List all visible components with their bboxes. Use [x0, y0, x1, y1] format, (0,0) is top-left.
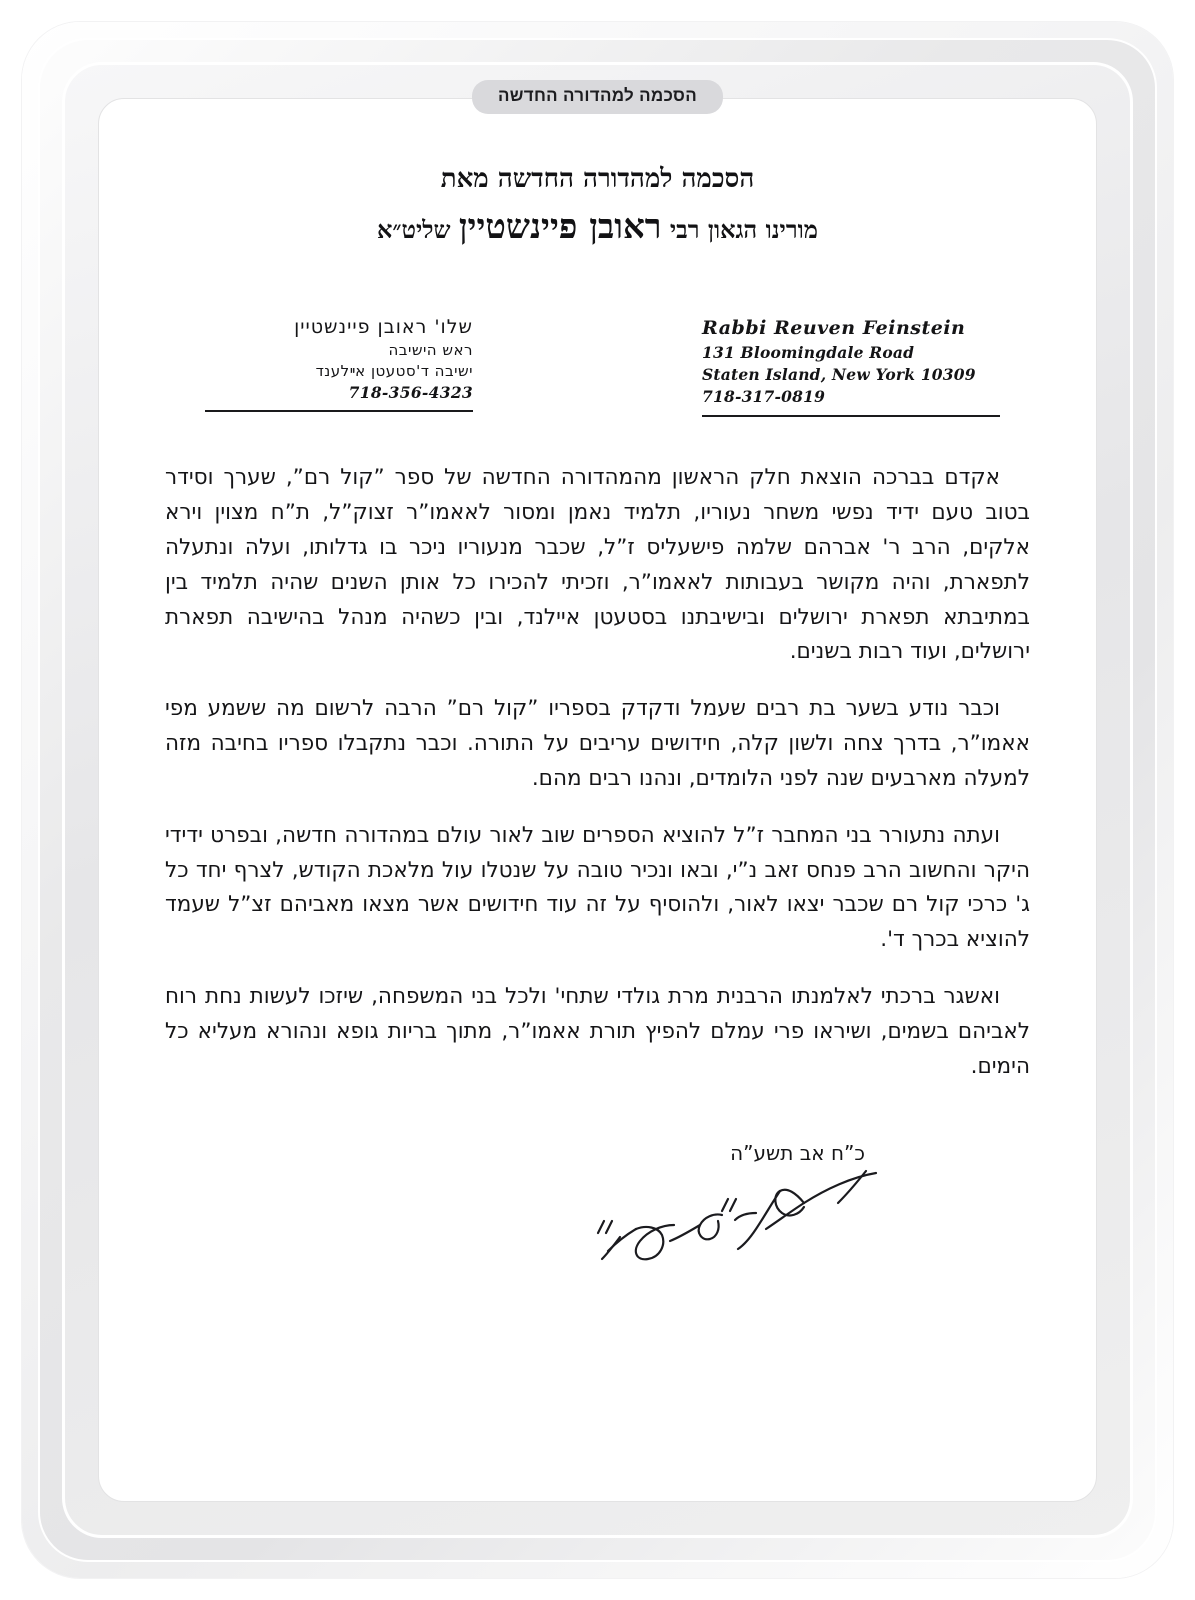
letterhead-hebrew-phone: 718-356-4323 — [348, 382, 473, 402]
letterhead-english-address-2: Staten Island, New York 10309 — [702, 365, 976, 385]
letterhead-hebrew-role: ראש הישיבה — [388, 341, 473, 360]
letter-paragraph: אקדם בברכה הוצאת חלק הראשון מהמהדורה החדשה של ספר ”קול רם”, שערך וסידר בטוב טעם ידיד נפשי משחר נעוריו, תלמיד נאמן ומסור לאאמו”ר זצוק”ל, ת”ח מצוין וירא אלקים, הרב ר' אברהם שלמה פישעליס ז”ל, שכבר מנעוריו ניכר בו גדלותו, ועלה ונתעלה לתפארת, והיה מקושר בעבותות לאאמו”ר, וזכיתי להכירו כל אותן השנים שהיה תלמיד בין במתיבתא תפארת ירושלים ובישיבתנו בסטעטן איילנד, ובין כשהיה מנהל בהישיבה תפארת ירושלים, ועוד רבות בשנים. — [165, 465, 1030, 665]
letterhead-rule-right — [205, 410, 473, 412]
title-line-1: הסכמה למהדורה החדשה מאת — [440, 164, 755, 194]
letterhead-english — [702, 315, 1000, 418]
title-suffix: שליט״א — [376, 215, 459, 244]
letterhead-hebrew-name: שלו' ראובן פיינשטיין — [294, 315, 473, 338]
top-badge-container — [0, 80, 1195, 114]
title-prefix: מורינו הגאון רבי — [661, 215, 818, 244]
letterhead-hebrew-institution: ישיבה ד'סטעטן אײלענד — [315, 361, 473, 380]
letter-paragraph: ואשגר ברכתי לאלמנתו הרבנית מרת גולדי שתחי' ולכל בני המשפחה, שיזכו לעשות נחת רוח לאביהם בשמים, ושיראו פרי עמלם להפיץ תורת אאמו”ר, מתוך בריות גופא ונהורא מעליא כל הימים. — [165, 984, 1030, 1079]
page-title — [150, 160, 1045, 257]
signature-date: כ”ח אב תשע”ה — [730, 1140, 865, 1165]
letter-body — [150, 461, 1045, 1084]
letterhead-english-name: Rabbi Reuven Feinstein — [702, 316, 966, 339]
letter-paragraph: ועתה נתעורר בני המחבר ז”ל להוציא הספרים שוב לאור עולם במהדורה חדשה, ובפרט ידידי היקר והחשוב הרב פנחס זאב נ”י, ובאו ונכיר טובה על שנטלו עול מלאכת הקודש, לצרף יחד כל ג' כרכי קול רם שכבר יצאו לאור, ולהוסיף על זה עוד חידושים אשר מצאו מאביהם זצ”ל שעמד להוציא בכרך ד'. — [165, 822, 1030, 953]
letter-paragraph: וכבר נודע בשער בת רבים שעמל ודקדק בספריו ”קול רם” הרבה לרשום מה ששמע מפי אאמו”ר, בדרך צחה ולשון קלה, חידושים עריבים על התורה. וכבר נתקבלו ספריו בחיבה מזה למעלה מארבעים שנה לפני הלומדים, ונהנו רבים מהם. — [165, 696, 1030, 791]
letterhead-hebrew — [205, 315, 473, 412]
letterhead-english-address-1: 131 Bloomingdale Road — [702, 343, 915, 363]
section-badge: הסכמה למהדורה החדשה — [472, 80, 723, 114]
title-line-2 — [150, 199, 1045, 257]
handwritten-signature-icon — [590, 1159, 890, 1269]
letterhead-rule-left — [702, 415, 1000, 417]
document-content — [150, 150, 1045, 1291]
signature-block — [150, 1141, 1045, 1291]
letterhead-english-phone: 718-317-0819 — [702, 387, 826, 407]
letterhead — [150, 315, 1045, 418]
title-author-name: ראובן פיינשטיין — [458, 207, 662, 247]
